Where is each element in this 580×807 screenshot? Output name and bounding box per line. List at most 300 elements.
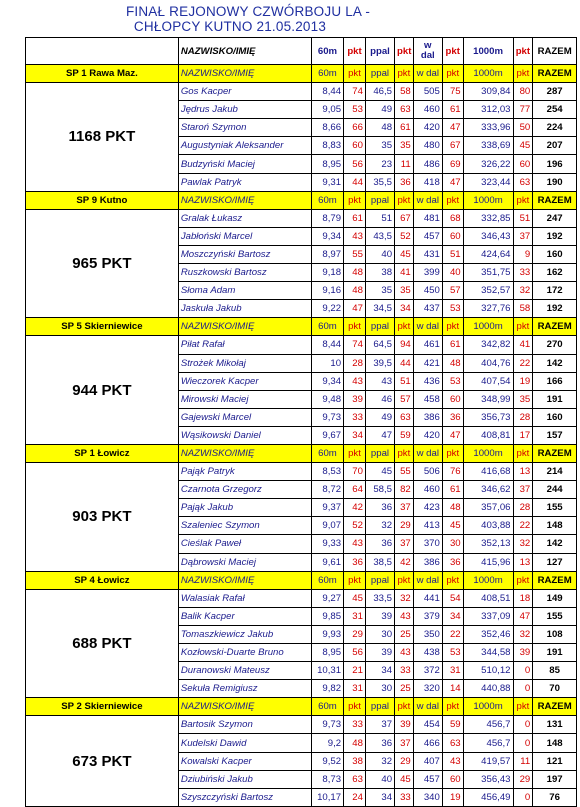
result-60m: 9,22 [311,300,343,318]
athlete-name: Bartosik Szymon [178,716,311,734]
header-name: NAZWISKO/IMIĘ [178,698,311,716]
result-1000m: 356,73 [463,408,513,426]
athlete-name: Kudelski Dawid [178,734,311,752]
result-wdal: 379 [413,607,442,625]
total-razem: 191 [533,390,577,408]
points-60m: 36 [344,553,366,571]
result-wdal: 420 [413,426,442,444]
result-1000m: 338,69 [463,137,513,155]
points-1000m: 9 [513,245,533,263]
points-wdal: 60 [442,390,463,408]
points-ppal: 42 [395,553,414,571]
athlete-name: Kowalski Kacper [178,752,311,770]
header-1000m: 1000m [463,698,513,716]
results-table [25,37,577,807]
athlete-name: Tomaszkiewicz Jakub [178,625,311,643]
points-ppal: 33 [395,662,414,680]
team-header-row [26,444,577,462]
header-razem: RAZEM [533,444,577,462]
header-1000m: 1000m [463,318,513,336]
header-pkt: pkt [344,38,366,65]
team-total: 688 PKT [26,589,179,698]
points-1000m: 33 [513,264,533,282]
points-1000m: 58 [513,300,533,318]
athlete-name: Pająk Patryk [178,463,311,481]
header-60m: 60m [311,571,343,589]
points-ppal: 36 [395,173,414,191]
result-1000m: 323,44 [463,173,513,191]
result-1000m: 408,51 [463,589,513,607]
points-wdal: 63 [442,734,463,752]
result-wdal: 431 [413,245,442,263]
total-razem: 190 [533,173,577,191]
header-pkt: pkt [395,38,414,65]
header-pkt: pkt [513,65,533,83]
points-1000m: 77 [513,101,533,119]
header-1000m: 1000m [463,571,513,589]
result-1000m: 403,88 [463,517,513,535]
result-1000m: 351,75 [463,264,513,282]
total-razem: 155 [533,499,577,517]
points-ppal: 29 [395,752,414,770]
total-razem: 270 [533,336,577,354]
points-1000m: 39 [513,644,533,662]
points-wdal: 34 [442,607,463,625]
points-wdal: 69 [442,155,463,173]
header-pkt: pkt [513,698,533,716]
team-header-row [26,191,577,209]
points-ppal: 94 [395,336,414,354]
header-name: NAZWISKO/IMIĘ [178,318,311,336]
points-1000m: 32 [513,535,533,553]
result-1000m: 352,57 [463,282,513,300]
result-1000m: 352,13 [463,535,513,553]
result-wdal: 350 [413,625,442,643]
result-ppal: 32 [365,752,394,770]
header-pkt: pkt [395,65,414,83]
athlete-name: Szaleniec Szymon [178,517,311,535]
points-1000m: 29 [513,770,533,788]
points-wdal: 48 [442,499,463,517]
points-ppal: 37 [395,535,414,553]
total-razem: 287 [533,83,577,101]
points-1000m: 0 [513,680,533,698]
total-razem: 108 [533,625,577,643]
athlete-name: Mirowski Maciej [178,390,311,408]
header-pkt: pkt [442,444,463,462]
result-wdal: 386 [413,553,442,571]
result-ppal: 64,5 [365,336,394,354]
points-wdal: 75 [442,83,463,101]
points-ppal: 43 [395,607,414,625]
total-razem: 76 [533,788,577,806]
points-1000m: 28 [513,499,533,517]
result-60m: 9,16 [311,282,343,300]
points-wdal: 48 [442,354,463,372]
result-wdal: 486 [413,155,442,173]
result-1000m: 352,46 [463,625,513,643]
result-1000m: 309,84 [463,83,513,101]
points-60m: 45 [344,589,366,607]
total-razem: 162 [533,264,577,282]
result-60m: 8,73 [311,770,343,788]
points-60m: 31 [344,607,366,625]
result-60m: 8,66 [311,119,343,137]
points-ppal: 44 [395,354,414,372]
result-ppal: 43 [365,372,394,390]
athlete-name: Jabłoński Marcel [178,227,311,245]
header-ppal: ppal [365,698,394,716]
total-razem: 148 [533,517,577,535]
result-ppal: 47 [365,426,394,444]
result-wdal: 420 [413,119,442,137]
result-wdal: 386 [413,408,442,426]
result-60m: 10,31 [311,662,343,680]
points-1000m: 63 [513,173,533,191]
athlete-name: Budzyński Maciej [178,155,311,173]
athlete-name: Pawlak Patryk [178,173,311,191]
result-1000m: 456,7 [463,716,513,734]
result-wdal: 340 [413,788,442,806]
result-wdal: 320 [413,680,442,698]
header-pkt: pkt [395,571,414,589]
total-razem: 142 [533,535,577,553]
header-pkt: pkt [513,444,533,462]
athlete-name: Piłat Rafał [178,336,311,354]
total-razem: 196 [533,155,577,173]
header-60m: 60m [311,444,343,462]
points-1000m: 60 [513,155,533,173]
points-1000m: 0 [513,662,533,680]
total-razem: 254 [533,101,577,119]
points-1000m: 17 [513,426,533,444]
header-pkt: pkt [344,444,366,462]
points-60m: 48 [344,734,366,752]
result-1000m: 456,49 [463,788,513,806]
result-wdal: 370 [413,535,442,553]
total-razem: 172 [533,282,577,300]
result-60m: 9,37 [311,499,343,517]
points-ppal: 29 [395,517,414,535]
athlete-name: Jaskuła Jakub [178,300,311,318]
points-wdal: 31 [442,662,463,680]
points-ppal: 57 [395,390,414,408]
result-ppal: 39,5 [365,354,394,372]
points-1000m: 0 [513,734,533,752]
points-1000m: 45 [513,137,533,155]
result-ppal: 34,5 [365,300,394,318]
result-wdal: 423 [413,499,442,517]
header-ppal: ppal [365,571,394,589]
result-ppal: 49 [365,101,394,119]
result-60m: 9,73 [311,716,343,734]
points-60m: 48 [344,264,366,282]
points-1000m: 13 [513,553,533,571]
points-ppal: 25 [395,625,414,643]
result-ppal: 36 [365,535,394,553]
result-wdal: 480 [413,137,442,155]
header-pkt: pkt [344,571,366,589]
header-pkt: pkt [395,191,414,209]
result-60m: 10,17 [311,788,343,806]
header-wdal-top: w [424,40,432,51]
total-razem: 224 [533,119,577,137]
points-wdal: 36 [442,408,463,426]
result-60m: 8,44 [311,83,343,101]
points-ppal: 45 [395,245,414,263]
team-header-row [26,65,577,83]
result-ppal: 34 [365,788,394,806]
result-1000m: 312,03 [463,101,513,119]
result-ppal: 39 [365,644,394,662]
points-wdal: 54 [442,589,463,607]
athlete-name: Walasiak Rafał [178,589,311,607]
points-ppal: 32 [395,589,414,607]
header-pkt: pkt [513,318,533,336]
header-name: NAZWISKO/IMIĘ [178,571,311,589]
athlete-row [26,209,577,227]
result-1000m: 337,09 [463,607,513,625]
result-ppal: 23 [365,155,394,173]
athlete-name: Gos Kacper [178,83,311,101]
athlete-name: Cieślak Paweł [178,535,311,553]
points-60m: 52 [344,517,366,535]
points-wdal: 47 [442,426,463,444]
result-ppal: 32 [365,517,394,535]
result-1000m: 404,76 [463,354,513,372]
result-60m: 8,83 [311,137,343,155]
points-wdal: 61 [442,101,463,119]
points-60m: 74 [344,83,366,101]
team-total: 944 PKT [26,336,179,445]
header-wdal: w dal [413,444,442,462]
points-ppal: 37 [395,734,414,752]
points-ppal: 67 [395,209,414,227]
result-ppal: 49 [365,408,394,426]
points-60m: 33 [344,408,366,426]
result-ppal: 46 [365,390,394,408]
result-ppal: 40 [365,245,394,263]
team-name: SP 2 Skierniewice [26,698,179,716]
header-pkt: pkt [344,191,366,209]
header-1000m: 1000m [463,38,513,65]
result-60m: 8,44 [311,336,343,354]
result-1000m: 356,43 [463,770,513,788]
result-1000m: 344,58 [463,644,513,662]
result-ppal: 43,5 [365,227,394,245]
result-1000m: 510,12 [463,662,513,680]
team-name: SP 4 Łowicz [26,571,179,589]
result-1000m: 342,82 [463,336,513,354]
points-wdal: 40 [442,264,463,282]
result-wdal: 441 [413,589,442,607]
result-ppal: 39 [365,607,394,625]
points-wdal: 36 [442,553,463,571]
result-wdal: 457 [413,227,442,245]
total-razem: 127 [533,553,577,571]
points-60m: 43 [344,372,366,390]
result-ppal: 40 [365,770,394,788]
points-60m: 55 [344,245,366,263]
athlete-row [26,83,577,101]
points-60m: 29 [344,625,366,643]
header-pkt: pkt [344,65,366,83]
result-60m: 9,48 [311,390,343,408]
total-razem: 148 [533,734,577,752]
result-wdal: 372 [413,662,442,680]
result-ppal: 58,5 [365,481,394,499]
points-ppal: 25 [395,680,414,698]
column-header-row [26,38,577,65]
header-60m: 60m [311,318,343,336]
result-ppal: 36 [365,499,394,517]
points-ppal: 63 [395,101,414,119]
points-1000m: 80 [513,83,533,101]
result-ppal: 35,5 [365,173,394,191]
result-wdal: 399 [413,264,442,282]
result-wdal: 450 [413,282,442,300]
points-60m: 43 [344,227,366,245]
points-wdal: 43 [442,752,463,770]
result-60m: 8,72 [311,481,343,499]
team-total: 673 PKT [26,716,179,806]
header-ppal: ppal [365,38,394,65]
athlete-name: Balik Kacper [178,607,311,625]
team-name: SP 5 Skierniewice [26,318,179,336]
athlete-row [26,589,577,607]
result-ppal: 37 [365,716,394,734]
header-pkt: pkt [442,698,463,716]
result-60m: 9,61 [311,553,343,571]
points-ppal: 63 [395,408,414,426]
total-razem: 70 [533,680,577,698]
total-razem: 160 [533,245,577,263]
points-1000m: 37 [513,227,533,245]
result-wdal: 466 [413,734,442,752]
points-60m: 56 [344,155,366,173]
result-ppal: 38,5 [365,553,394,571]
result-60m: 9,67 [311,426,343,444]
points-1000m: 51 [513,209,533,227]
points-ppal: 59 [395,426,414,444]
result-60m: 9,93 [311,625,343,643]
total-razem: 192 [533,227,577,245]
athlete-name: Słoma Adam [178,282,311,300]
points-1000m: 13 [513,463,533,481]
points-ppal: 43 [395,644,414,662]
points-60m: 28 [344,354,366,372]
result-60m: 9,85 [311,607,343,625]
result-1000m: 346,43 [463,227,513,245]
header-pkt: pkt [442,38,463,65]
header-wdal: w dal [413,191,442,209]
header-pkt: pkt [513,571,533,589]
athlete-name: Strożek Mikołaj [178,354,311,372]
total-razem: 166 [533,372,577,390]
header-1000m: 1000m [463,444,513,462]
points-60m: 70 [344,463,366,481]
points-wdal: 14 [442,680,463,698]
athlete-name: Gralak Łukasz [178,209,311,227]
header-name: NAZWISKO/IMIĘ [178,191,311,209]
header-name: NAZWISKO/IMIĘ [178,65,311,83]
result-60m: 8,97 [311,245,343,263]
points-wdal: 22 [442,625,463,643]
points-60m: 47 [344,300,366,318]
points-1000m: 11 [513,752,533,770]
result-1000m: 326,22 [463,155,513,173]
points-wdal: 19 [442,788,463,806]
points-ppal: 58 [395,83,414,101]
header-name: NAZWISKO/IMIĘ [178,38,311,65]
result-wdal: 436 [413,372,442,390]
points-60m: 60 [344,137,366,155]
athlete-name: Duranowski Mateusz [178,662,311,680]
result-ppal: 33,5 [365,589,394,607]
result-1000m: 407,54 [463,372,513,390]
points-wdal: 59 [442,716,463,734]
result-wdal: 454 [413,716,442,734]
points-wdal: 60 [442,227,463,245]
team-header-row [26,698,577,716]
team-name: SP 9 Kutno [26,191,179,209]
points-1000m: 19 [513,372,533,390]
header-pkt: pkt [344,698,366,716]
points-wdal: 45 [442,517,463,535]
result-1000m: 419,57 [463,752,513,770]
points-wdal: 51 [442,245,463,263]
total-razem: 247 [533,209,577,227]
header-wdal: w dal [413,65,442,83]
points-wdal: 53 [442,644,463,662]
points-wdal: 61 [442,481,463,499]
result-wdal: 461 [413,336,442,354]
team-total: 965 PKT [26,209,179,318]
athlete-name: Jędrus Jakub [178,101,311,119]
header-name: NAZWISKO/IMIĘ [178,444,311,462]
total-razem: 197 [533,770,577,788]
header-razem: RAZEM [533,698,577,716]
total-razem: 142 [533,354,577,372]
title-line-1: FINAŁ REJONOWY CZWÓRBOJU LA - [125,4,371,19]
result-wdal: 418 [413,173,442,191]
header-razem: RAZEM [533,38,577,65]
athlete-row [26,716,577,734]
points-ppal: 41 [395,264,414,282]
result-60m: 9,82 [311,680,343,698]
total-razem: 121 [533,752,577,770]
result-1000m: 440,88 [463,680,513,698]
total-razem: 244 [533,481,577,499]
points-1000m: 32 [513,625,533,643]
points-1000m: 28 [513,408,533,426]
result-60m: 10 [311,354,343,372]
result-60m: 9,27 [311,589,343,607]
athlete-name: Dąbrowski Maciej [178,553,311,571]
result-1000m: 332,85 [463,209,513,227]
result-60m: 8,79 [311,209,343,227]
points-60m: 64 [344,481,366,499]
header-razem: RAZEM [533,65,577,83]
total-razem: 85 [533,662,577,680]
result-60m: 8,95 [311,644,343,662]
header-razem: RAZEM [533,318,577,336]
points-ppal: 82 [395,481,414,499]
results-table-body [26,38,577,807]
header-1000m: 1000m [463,65,513,83]
points-wdal: 76 [442,463,463,481]
points-wdal: 67 [442,137,463,155]
